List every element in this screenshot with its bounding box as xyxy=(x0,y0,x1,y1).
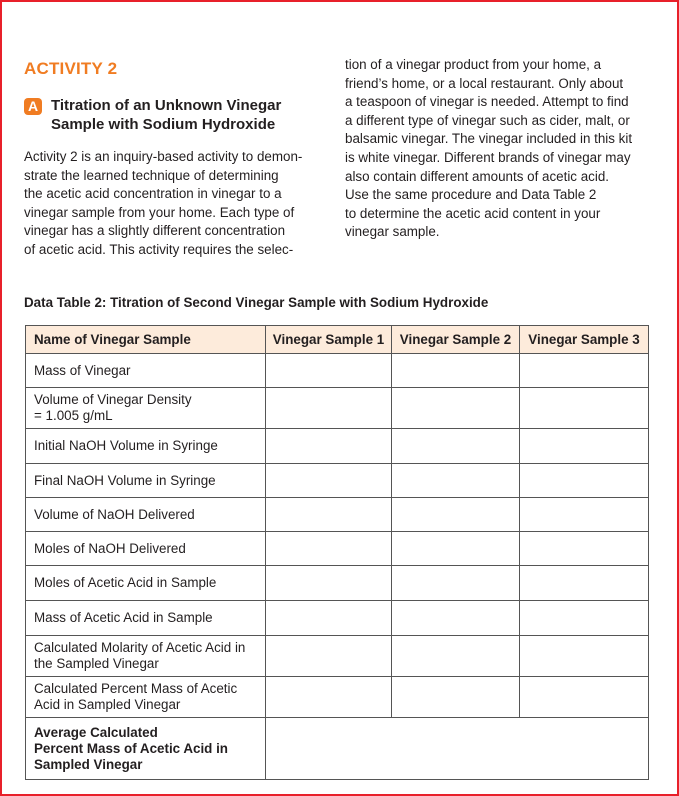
data-cell[interactable] xyxy=(266,677,392,718)
data-cell[interactable] xyxy=(520,566,649,601)
activity-title: ACTIVITY 2 xyxy=(24,59,118,78)
intro-paragraph xyxy=(24,148,322,260)
data-cell[interactable] xyxy=(392,388,520,429)
data-cell[interactable] xyxy=(266,532,392,566)
paragraph-line: vinegar has a slightly different concentration xyxy=(24,223,286,239)
table-row xyxy=(26,388,649,429)
row-label-line: Moles of NaOH Delivered xyxy=(34,540,186,556)
row-label-line: Calculated Percent Mass of Acetic xyxy=(34,681,238,696)
paragraph-line: of acetic acid. This activity requires the selec- xyxy=(24,241,294,257)
row-label xyxy=(26,601,266,636)
data-cell[interactable] xyxy=(392,429,520,464)
data-cell[interactable] xyxy=(392,636,520,677)
row-label-line: Moles of Acetic Acid in Sample xyxy=(34,575,217,590)
row-label xyxy=(26,498,266,532)
table-row xyxy=(26,601,649,636)
data-cell[interactable] xyxy=(266,498,392,532)
table-row xyxy=(26,636,649,677)
row-label-line: Mass of Acetic Acid in Sample xyxy=(34,610,213,625)
data-cell[interactable] xyxy=(520,354,649,388)
table-row xyxy=(26,464,649,498)
row-label xyxy=(26,464,266,498)
row-label xyxy=(26,388,266,429)
paragraph-line: a teaspoon of vinegar is needed. Attempt to find xyxy=(345,94,629,110)
row-label xyxy=(26,429,266,464)
row-label xyxy=(26,718,266,780)
table-row xyxy=(26,677,649,718)
table-row-average xyxy=(26,718,649,780)
row-label-line: Sampled Vinegar xyxy=(34,756,143,772)
paragraph-line: is white vinegar. Different brands of vinegar may xyxy=(345,149,631,165)
data-cell[interactable] xyxy=(520,636,649,677)
paragraph-line: a different type of vinegar such as cider, malt, or xyxy=(345,112,630,128)
row-label-line: Average Calculated xyxy=(34,724,158,740)
paragraph-line: vinegar sample from your home. Each type of xyxy=(24,204,295,220)
paragraph-line: Use the same procedure and Data Table 2 xyxy=(345,187,597,203)
row-label xyxy=(26,532,266,566)
data-table xyxy=(25,325,649,780)
paragraph-line: to determine the acetic acid content in your xyxy=(345,205,601,221)
section-title-line: Sample with Sodium Hydroxide xyxy=(51,116,276,133)
data-cell[interactable] xyxy=(266,566,392,601)
paragraph-line: also contain different amounts of acetic acid. xyxy=(345,168,610,184)
data-cell[interactable] xyxy=(392,566,520,601)
data-cell[interactable] xyxy=(392,677,520,718)
data-cell[interactable] xyxy=(520,464,649,498)
row-label-line: Mass of Vinegar xyxy=(34,362,131,378)
row-label-line: Initial NaOH Volume in Syringe xyxy=(34,438,218,453)
section-title-line: Titration of an Unknown Vinegar xyxy=(51,97,282,114)
data-cell[interactable] xyxy=(520,532,649,566)
data-cell[interactable] xyxy=(266,464,392,498)
column-header: Vinegar Sample 3 xyxy=(520,326,649,354)
row-label-line: Volume of Vinegar Density xyxy=(34,392,192,407)
table-row xyxy=(26,429,649,464)
paragraph-line: tion of a vinegar product from your home, a xyxy=(345,57,602,72)
section-heading xyxy=(24,96,322,134)
table-header-row xyxy=(26,326,649,354)
paragraph-line: friend’s home, or a local restaurant. Only about xyxy=(345,75,624,91)
data-cell[interactable] xyxy=(266,601,392,636)
data-cell[interactable] xyxy=(392,354,520,388)
column-header: Name of Vinegar Sample xyxy=(26,326,266,354)
data-cell[interactable] xyxy=(392,601,520,636)
column-header: Vinegar Sample 2 xyxy=(392,326,520,354)
table-row xyxy=(26,532,649,566)
row-label xyxy=(26,636,266,677)
table-row xyxy=(26,566,649,601)
row-label-line: Calculated Molarity of Acetic Acid in xyxy=(34,640,246,655)
average-result-cell[interactable] xyxy=(266,718,649,780)
row-label-line: = 1.005 g/mL xyxy=(34,408,113,423)
section-badge: A xyxy=(24,98,42,115)
paragraph-line: balsamic vinegar. The vinegar included in this kit xyxy=(345,131,633,147)
left-column xyxy=(24,56,322,260)
data-cell[interactable] xyxy=(520,601,649,636)
right-column xyxy=(345,56,650,242)
row-label xyxy=(26,354,266,388)
row-label xyxy=(26,677,266,718)
continued-paragraph xyxy=(345,56,650,242)
row-label-line: Acid in Sampled Vinegar xyxy=(34,697,181,712)
paragraph-line: Activity 2 is an inquiry-based activity to demon- xyxy=(24,149,303,164)
data-cell[interactable] xyxy=(520,498,649,532)
data-cell[interactable] xyxy=(266,636,392,677)
data-cell[interactable] xyxy=(266,429,392,464)
data-cell[interactable] xyxy=(266,354,392,388)
row-label-line: Volume of NaOH Delivered xyxy=(34,506,195,522)
paragraph-line: vinegar sample. xyxy=(345,224,440,240)
data-cell[interactable] xyxy=(392,498,520,532)
column-header: Vinegar Sample 1 xyxy=(266,326,392,354)
row-label xyxy=(26,566,266,601)
data-cell[interactable] xyxy=(520,677,649,718)
paragraph-line: strate the learned technique of determining xyxy=(24,167,279,183)
data-cell[interactable] xyxy=(266,388,392,429)
row-label-line: the Sampled Vinegar xyxy=(34,656,159,671)
data-cell[interactable] xyxy=(392,532,520,566)
row-label-line: Final NaOH Volume in Syringe xyxy=(34,472,216,488)
table-row xyxy=(26,354,649,388)
row-label-line: Percent Mass of Acetic Acid in xyxy=(34,740,228,756)
table-title: Data Table 2: Titration of Second Vinegar Sample with Sodium Hydroxide xyxy=(24,295,489,310)
data-cell[interactable] xyxy=(520,429,649,464)
table-row xyxy=(26,498,649,532)
data-cell[interactable] xyxy=(520,388,649,429)
data-cell[interactable] xyxy=(392,464,520,498)
section-title xyxy=(51,96,281,134)
paragraph-line: the acetic acid concentration in vinegar to a xyxy=(24,186,282,202)
